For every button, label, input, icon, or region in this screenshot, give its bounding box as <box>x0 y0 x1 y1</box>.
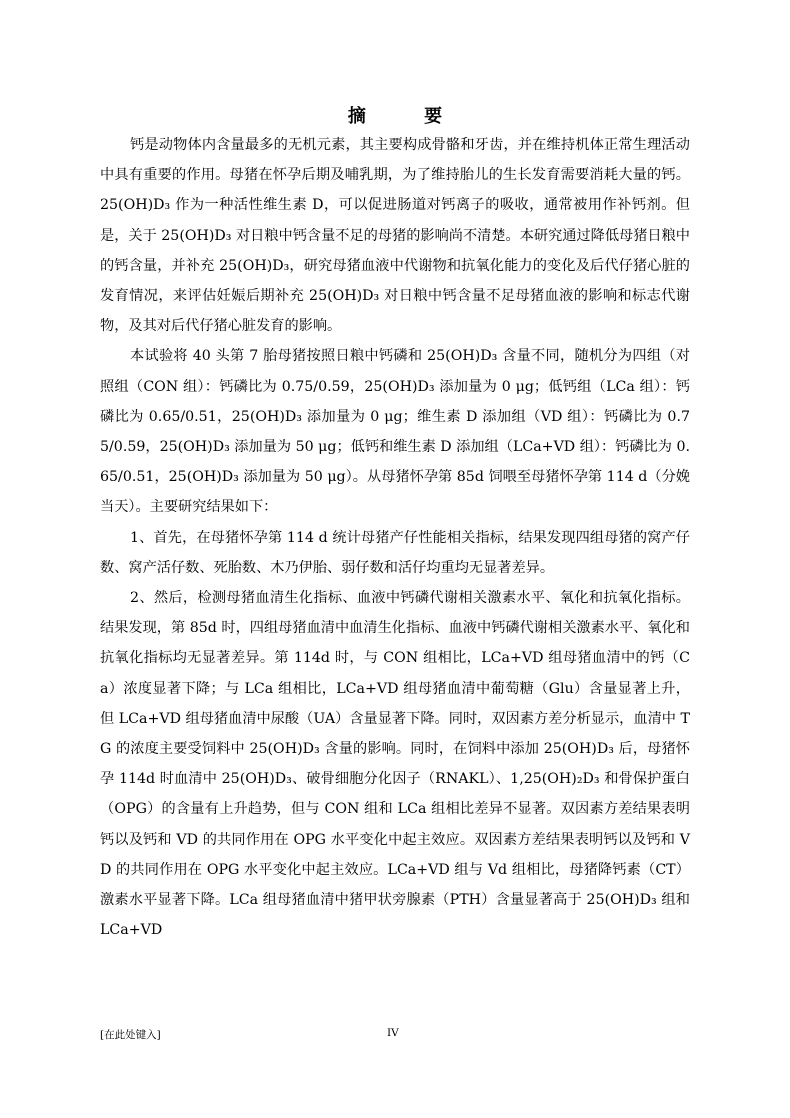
paragraph-intro: 钙是动物体内含量最多的无机元素，其主要构成骨骼和牙齿，并在维持机体正常生理活动中具有重要的作用。母猪在怀孕后期及哺乳期，为了维持胎儿的生长发育需要消耗大量的钙。25(OH)D₃ 作为一种活性维生素 D，可以促进肠道对钙离子的吸收，通常被用作补钙剂。但是，关于 25(OH)D₃ 对日粮中钙含量不足的母猪的影响尚不清楚。本研究通过降低母猪日粮中的钙含量，并补充 25(OH)D₃，研究母猪血液中代谢物和抗氧化能力的变化及后代仔猪心脏的发育情况，来评估妊娠后期补充 25(OH)D₃ 对日粮中钙含量不足母猪血液的影响和标志代谢物，及其对后代仔猪心脏发育的影响。 <box>100 137 690 335</box>
page-title: 摘 要 <box>347 106 469 127</box>
abstract-body <box>100 130 690 945</box>
page-number: IV <box>387 1027 399 1039</box>
paragraph-result-2: 2、然后，检测母猪血清生化指标、血液中钙磷代谢相关激素水平、氧化和抗氧化指标。结果发现，第 85d 时，四组母猪血清中血清生化指标、血液中钙磷代谢相关激素水平、氧化和抗氧化指标均无显著差异。第 114d 时，与 CON 组相比，LCa+VD 组母猪血清中的钙（Ca）浓度显著下降；与 LCa 组相比，LCa+VD 组母猪血清中葡萄糖（Glu）含量显著上升，但 LCa+VD 组母猪血清中尿酸（UA）含量显著下降。同时，双因素方差分析显示，血清中 TG 的浓度主要受饲料中 25(OH)D₃ 含量的影响。同时，在饲料中添加 25(OH)D₃ 后，母猪怀孕 114d 时血清中 25(OH)D₃、破骨细胞分化因子（RNAKL）、1,25(OH)₂D₃ 和骨保护蛋白（OPG）的含量有上升趋势，但与 CON 组和 LCa 组相比差异不显著。双因素方差结果表明钙以及钙和 VD 的共同作用在 OPG 水平变化中起主效应。双因素方差结果表明钙以及钙和 VD 的共同作用在 OPG 水平变化中起主效应。LCa+VD 组与 Vd 组相比，母猪降钙素（CT）激素水平显著下降。LCa 组母猪血清中猪甲状旁腺素（PTH）含量显著高于 25(OH)D₃ 组和 LCa+VD <box>100 590 690 939</box>
paragraph-result-1: 1、首先，在母猪怀孕第 114 d 统计母猪产仔性能相关指标，结果发现四组母猪的窝产仔数、窝产活仔数、死胎数、木乃伊胎、弱仔数和活仔均重均无显著差异。 <box>100 529 690 576</box>
footer-placeholder: [在此处键入] <box>100 1029 161 1041</box>
paragraph-method: 本试验将 40 头第 7 胎母猪按照日粮中钙磷和 25(OH)D₃ 含量不同，随机分为四组（对照组（CON 组）：钙磷比为 0.75/0.59，25(OH)D₃ 添加量为 0 μg；低钙组（LCa 组）：钙磷比为 0.65/0.51，25(OH)D₃ 添加量为 0 μg；维生素 D 添加组（VD 组）：钙磷比为 0.75/0.59，25(OH)D₃ 添加量为 50 μg；低钙和维生素 D 添加组（LCa+VD 组）：钙磷比为 0.65/0.51，25(OH)D₃ 添加量为 50 μg）。从母猪怀孕第 85d 饲喂至母猪怀孕第 114 d（分娩当天）。主要研究结果如下： <box>100 348 690 516</box>
